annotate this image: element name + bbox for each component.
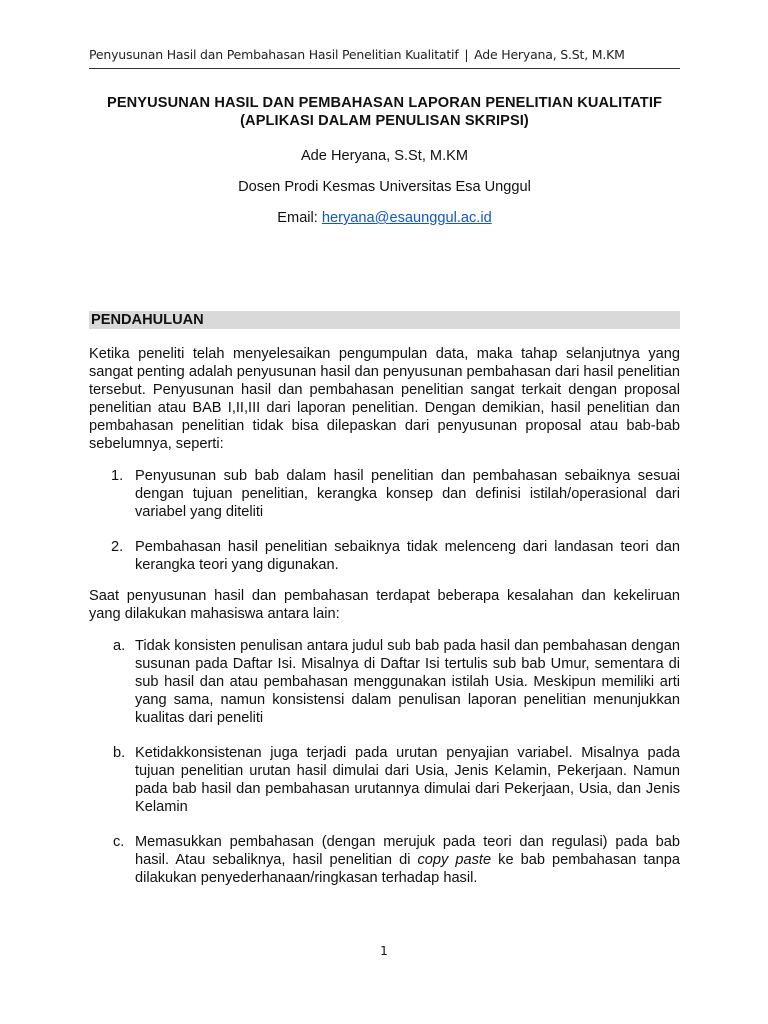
list-item-text: Tidak konsisten penulisan antara judul sub bab pada hasil dan pembahasan dengan susunan pada Daftar Isi. Misalnya di Daftar Isi tertulis sub bab Umur, sementara di sub hasil dan atau pembahasan menggunakan istilah Usia. Meskipun memiliki arti yang sama, namun konsistensi dalam penulisan laporan penelitian menunjukkan kualitas dari peneliti (135, 638, 680, 726)
list-item (89, 833, 680, 887)
italic-term: copy paste (417, 852, 492, 868)
title-block (89, 94, 680, 226)
document-title-line2: (APLIKASI DALAM PENULISAN SKRIPSI) (240, 113, 529, 129)
author-affiliation: Dosen Prodi Kesmas Universitas Esa Unggul (238, 179, 531, 195)
header-separator: | (464, 47, 469, 62)
list-marker: c. (113, 834, 125, 850)
list-item-text: Pembahasan hasil penelitian sebaiknya tidak melenceng dari landasan teori dan kerangka teori yang digunakan. (135, 539, 680, 573)
section-heading: PENDAHULUAN (89, 311, 680, 329)
list-marker: 1. (111, 468, 124, 484)
email-label: Email: (277, 210, 322, 226)
running-header (89, 47, 680, 69)
author-name: Ade Heryana, S.St, M.KM (300, 148, 469, 164)
header-title: Penyusunan Hasil dan Pembahasan Hasil Penelitian Kualitatif (89, 47, 459, 62)
page-number: 1 (380, 944, 388, 958)
list-item (89, 744, 680, 816)
list-item (89, 637, 680, 727)
list-marker: a. (113, 638, 126, 654)
numbered-list (89, 467, 680, 574)
list-item-text (135, 834, 680, 886)
document-title-line1: PENYUSUNAN HASIL DAN PEMBAHASAN LAPORAN PENELITIAN KUALITATIF (107, 95, 662, 111)
list-item-text: Ketidakkonsistenan juga terjadi pada urutan penyajian variabel. Misalnya pada tujuan penelitian urutan hasil dimulai dari Usia, Jenis Kelamin, Pekerjaan. Namun pada bab hasil dan pembahasan urutannya dimulai dari Pekerjaan, Usia, dan Jenis Kelamin (135, 745, 680, 815)
list-marker: b. (113, 745, 126, 761)
text-segment: Memasukkan pembahasan (dengan merujuk pada teori dan regulasi) pada bab hasil. Atau sebaliknya, hasil penelitian di (135, 834, 680, 868)
list-item (89, 538, 680, 574)
header-author: Ade Heryana, S.St, M.KM (474, 47, 625, 62)
list-item (89, 467, 680, 521)
errors-paragraph: Saat penyusunan hasil dan pembahasan terdapat beberapa kesalahan dan kekeliruan yang dilakukan mahasiswa antara lain: (89, 588, 680, 622)
text-segment: ke bab pembahasan tanpa dilakukan penyederhanaan/ringkasan terhadap hasil. (135, 852, 680, 886)
list-marker: 2. (111, 539, 124, 555)
email-link[interactable]: heryana@esaunggul.ac.id (321, 210, 492, 226)
intro-paragraph: Ketika peneliti telah menyelesaikan pengumpulan data, maka tahap selanjutnya yang sangat penting adalah penyusunan hasil dan penyusunan pembahasan dari hasil penelitian tersebut. Penyusunan hasil dan pembahasan penelitian sangat terkait dengan proposal penelitian atau BAB I,II,III dari laporan penelitian. Dengan demikian, hasil penelitian dan pembahasan penelitian tidak bisa dilepaskan dari penyusunan proposal atau bab-bab sebelumnya, seperti: (89, 346, 680, 452)
lettered-list (89, 637, 680, 887)
list-item-text: Penyusunan sub bab dalam hasil penelitian dan pembahasan sebaiknya sesuai dengan tujuan penelitian, kerangka konsep dan definisi istilah/operasional dari variabel yang diteliti (135, 468, 680, 520)
author-email-line (89, 210, 680, 226)
